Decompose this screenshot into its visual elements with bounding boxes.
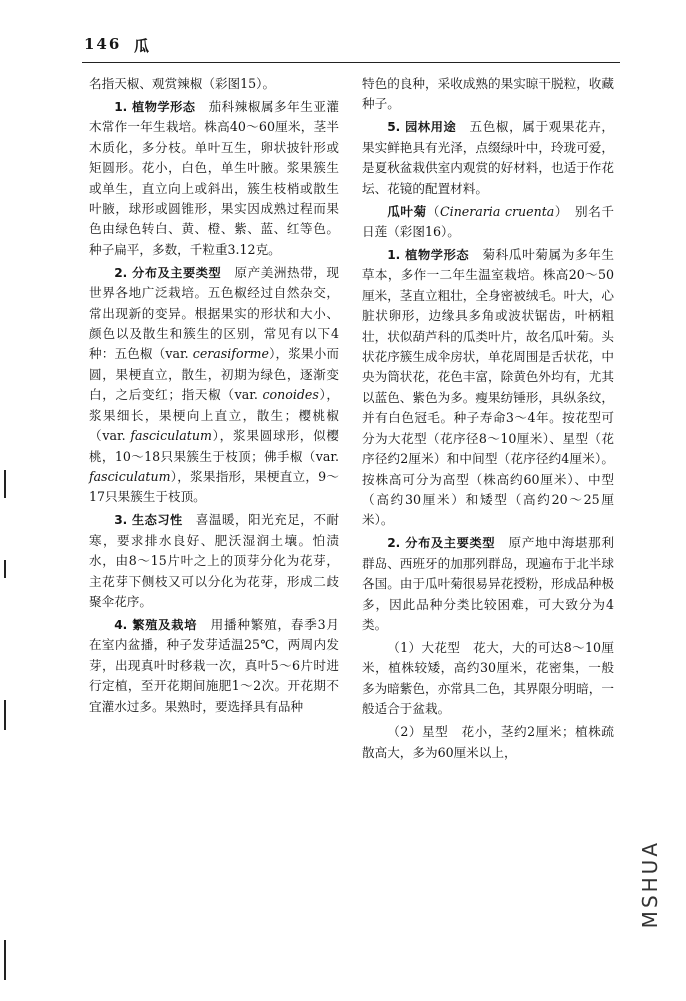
paragraph-text: ），浆果细长，果梗向上直立，散生；樱桃椒（var. bbox=[89, 387, 339, 444]
paragraph-text: 茄科辣椒属多年生亚灌木常作一年生栽培。株高40～60厘米，茎半木质化，多分枝。单叶互生，卵状披针形或矩圆形。花小，白色，单生叶腋。浆果簇生或单生，直立向上或斜出，簇生枝梢或散生叶腋，球形或圆锥形，果实因成熟过程而果色由绿色转白、黄、橙、紫、蓝、红等色。种子扁平，多数，千粒重3.12克。 bbox=[89, 99, 340, 257]
paragraph bbox=[362, 245, 614, 531]
entry-alias: 别名千日莲（彩图16）。 bbox=[362, 203, 615, 240]
left-column bbox=[89, 74, 339, 720]
paragraph bbox=[89, 615, 339, 717]
header-rule bbox=[82, 62, 620, 63]
paragraph-text: 用播种繁殖，春季3月在室内盆播，种子发芽适温25℃，两周内发芽，出现真叶时移栽一次，真叶5～6片时进行定植，至开花期间施肥1～2次。开花期不宜灌水过多。果熟时，要选择具有品种 bbox=[89, 616, 340, 714]
section-heading: 2. 分布及主要类型 bbox=[114, 265, 222, 280]
latin-variety: cerasiforme bbox=[192, 346, 269, 362]
paragraph-text: ），浆果圆球形，似樱桃，10～18只果簇生于枝顶；佛手椒（var. bbox=[89, 428, 340, 464]
section-heading: 1. 植物学形态 bbox=[387, 248, 470, 263]
latin-name: Cineraria cruenta bbox=[440, 203, 555, 219]
paragraph-text: 原产美洲热带，现世界各地广泛栽培。五色椒经过自然杂交，常出现新的变异。根据果实的形状和大小、颜色以及散生和簇生的区别，常见有以下4种：五色椒（var. bbox=[89, 264, 340, 362]
running-title: 瓜 bbox=[134, 37, 152, 55]
section-heading: 3. 生态习性 bbox=[114, 513, 183, 528]
page-number: 146 bbox=[84, 35, 122, 53]
paragraph-text: （1）大花型 花大，大的可达8～10厘米，植株较矮，高约30厘米，花密集，一般多为暗紫色，亦常具二色，其界限分明暗，一般适合于盆栽。 bbox=[362, 639, 614, 717]
latin-variety: fasciculatum bbox=[89, 468, 171, 484]
paragraph-text: 名指天椒、观赏辣椒（彩图15）。 bbox=[89, 76, 276, 91]
paragraph bbox=[89, 263, 339, 508]
scan-edge-mark bbox=[4, 560, 6, 578]
running-header bbox=[84, 35, 624, 61]
paragraph-text: ），浆果小而圆，果梗直立，散生，初期为绿色，逐渐变白，之后变红；指天椒（var. bbox=[89, 346, 340, 403]
paragraph bbox=[362, 638, 614, 720]
paragraph-text: 菊科瓜叶菊属为多年生草本，多作一二年生温室栽培。株高20～50厘米，茎直立粗壮，全身密被绒毛。叶大，心脏状卵形，边缘具多角或波状锯齿，叶柄粗壮，状似葫芦科的瓜类叶片，故名瓜叶菊。头状花序簇生成伞房状，单花周围是舌状花，中央为筒状花，花色丰富，除黄色外均有，尤其以蓝色、紫色为多。瘦果纺锤形，具纵条纹，并有白色冠毛。种子寿命3～4年。按花型可分为大花型（花序径8～10厘米）、星型（花序径约2厘米）和中间型（花序径约4厘米）。按株高可分为高型（株高约60厘米）、中型（高约30厘米）和矮型（高约20～25厘米）。 bbox=[362, 247, 615, 528]
paragraph-text: 原产地中海堪那利群岛、西班牙的加那列群岛，现遍布于北半球各国。由于瓜叶菊很易异花授粉，形成品种极多，因此品种分类比较困难，可大致分为4类。 bbox=[362, 535, 615, 632]
paragraph bbox=[89, 97, 339, 260]
paragraph bbox=[362, 533, 614, 635]
latin-variety: fasciculatum bbox=[130, 428, 212, 444]
entry-title: 瓜叶菊 bbox=[387, 203, 427, 219]
scan-edge-mark bbox=[4, 470, 6, 498]
watermark: MSHUA bbox=[638, 840, 662, 929]
paragraph bbox=[362, 74, 614, 115]
entry-heading: 瓜叶菊（Cineraria cruenta） 别名千日莲（彩图16）。 bbox=[362, 203, 615, 240]
section-heading: 2. 分布及主要类型 bbox=[387, 536, 496, 551]
paragraph bbox=[362, 117, 614, 199]
paragraph bbox=[362, 722, 614, 763]
paragraph-text: 喜温暖，阳光充足，不耐寒，要求排水良好、肥沃湿润土壤。怕渍水，由8～15片叶之上的顶芽分化为花芽，主花芽下侧枝又可以分化为花芽，形成二歧聚伞花序。 bbox=[89, 512, 340, 609]
latin-variety: conoides bbox=[262, 387, 319, 403]
paragraph-text: 五色椒，属于观果花卉，果实鲜艳具有光泽，点缀绿叶中，玲珑可爱，是夏秋盆栽供室内观赏的好材料，也适于作花坛、花镜的配置材料。 bbox=[362, 119, 615, 196]
section-heading: 1. 植物学形态 bbox=[114, 100, 196, 114]
scan-edge-mark bbox=[4, 700, 6, 730]
scan-edge-mark bbox=[4, 940, 6, 980]
paragraph bbox=[89, 510, 339, 612]
section-heading: 4. 繁殖及栽培 bbox=[114, 617, 198, 632]
section-heading: 5. 园林用途 bbox=[387, 120, 457, 135]
right-column bbox=[362, 74, 614, 766]
paragraph-text: 特色的良种，采收成熟的果实晾干脱粒，收藏种子。 bbox=[362, 76, 614, 112]
paragraph-text: （2）星型 花小，茎约2厘米；植株疏散高大，多为60厘米以上， bbox=[362, 724, 614, 760]
paragraph-text: ），浆果指形，果梗直立，9～17只果簇生于枝顶。 bbox=[89, 468, 339, 505]
paragraph bbox=[89, 74, 339, 94]
